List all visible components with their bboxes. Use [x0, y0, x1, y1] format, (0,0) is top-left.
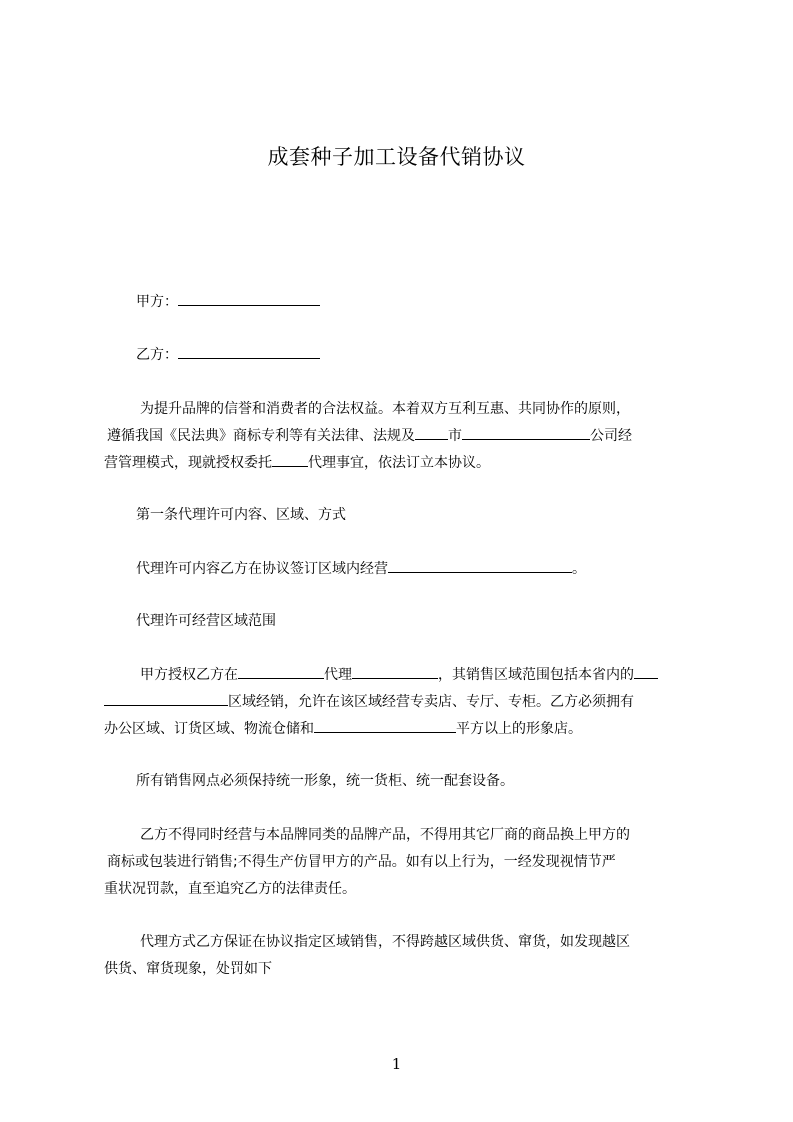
method-line-1: 代理方式乙方保证在协议指定区域销售，不得跨越区域供货、窜货，如发现越区	[140, 934, 630, 950]
area-province-blank[interactable]	[104, 691, 228, 706]
article-1-heading: 第一条代理许可内容、区域、方式	[136, 507, 346, 523]
area-line-1-tail: ，其销售区域范围包括本省内的	[438, 667, 634, 683]
noncompete-line-1: 乙方不得同时经营与本品牌同类的品牌产品，不得用其它厂商的商品换上甲方的	[140, 827, 630, 843]
party-a-label: 甲方：	[136, 294, 178, 310]
area-line-3-text: 办公区域、订货区域、物流仓储和	[104, 721, 314, 737]
document-title: 成套种子加工设备代销协议	[267, 145, 526, 169]
page-number: 1	[391, 1055, 402, 1073]
intro-line-2	[107, 425, 632, 446]
party-b-line	[136, 344, 320, 365]
area-line-3	[104, 718, 582, 739]
noncompete-line-2: 商标或包装进行销售;不得生产仿冒甲方的产品。如有以上行为，一经发现视情节严	[107, 854, 616, 870]
uniform-clause: 所有销售网点必须保持统一形象，统一货柜、统一配套设备。	[136, 773, 514, 789]
area-agent-word: 代理	[324, 667, 352, 683]
license-content-line	[136, 558, 586, 579]
noncompete-line-3: 重状况罚款，直至追究乙方的法律责任。	[104, 881, 356, 897]
intro-line-3-text: 营管理模式，现就授权委托	[104, 455, 272, 471]
city-blank[interactable]	[415, 425, 448, 440]
company-blank[interactable]	[462, 425, 590, 440]
party-b-blank[interactable]	[178, 344, 320, 359]
intro-line-1: 为提升品牌的信誉和消费者的合法权益。本着双方互利互惠、共同协作的原则，	[140, 401, 630, 417]
license-area-heading: 代理许可经营区域范围	[136, 613, 276, 629]
company-suffix: 公司经	[590, 428, 632, 444]
area-line-2-text: 区域经销，允许在该区域经营专卖店、专厅、专柜。乙方必须拥有	[228, 694, 634, 710]
intro-line-2-text: 遵循我国《民法典》商标专利等有关法律、法规及	[107, 428, 415, 444]
shop-size-blank[interactable]	[314, 718, 456, 733]
area-province-blank-start[interactable]	[634, 664, 658, 679]
area-line-3-tail: 平方以上的形象店。	[456, 721, 582, 737]
method-line-2: 供货、窜货现象，处罚如下	[104, 961, 272, 977]
party-a-blank[interactable]	[178, 291, 320, 306]
license-content-text: 代理许可内容乙方在协议签订区域内经营	[136, 561, 388, 577]
license-content-blank[interactable]	[388, 558, 572, 573]
license-content-period: 。	[572, 561, 586, 577]
area-line-1	[140, 664, 658, 685]
intro-line-3	[104, 452, 490, 473]
party-b-label: 乙方：	[136, 347, 178, 363]
agency-blank[interactable]	[272, 452, 308, 467]
area-agent-blank[interactable]	[352, 664, 438, 679]
area-location-blank[interactable]	[238, 664, 324, 679]
party-a-line	[136, 291, 320, 312]
intro-line-3-tail: 代理事宜，依法订立本协议。	[308, 455, 490, 471]
city-suffix: 市	[448, 428, 462, 444]
area-line-1-text: 甲方授权乙方在	[140, 667, 238, 683]
area-line-2	[104, 691, 634, 712]
